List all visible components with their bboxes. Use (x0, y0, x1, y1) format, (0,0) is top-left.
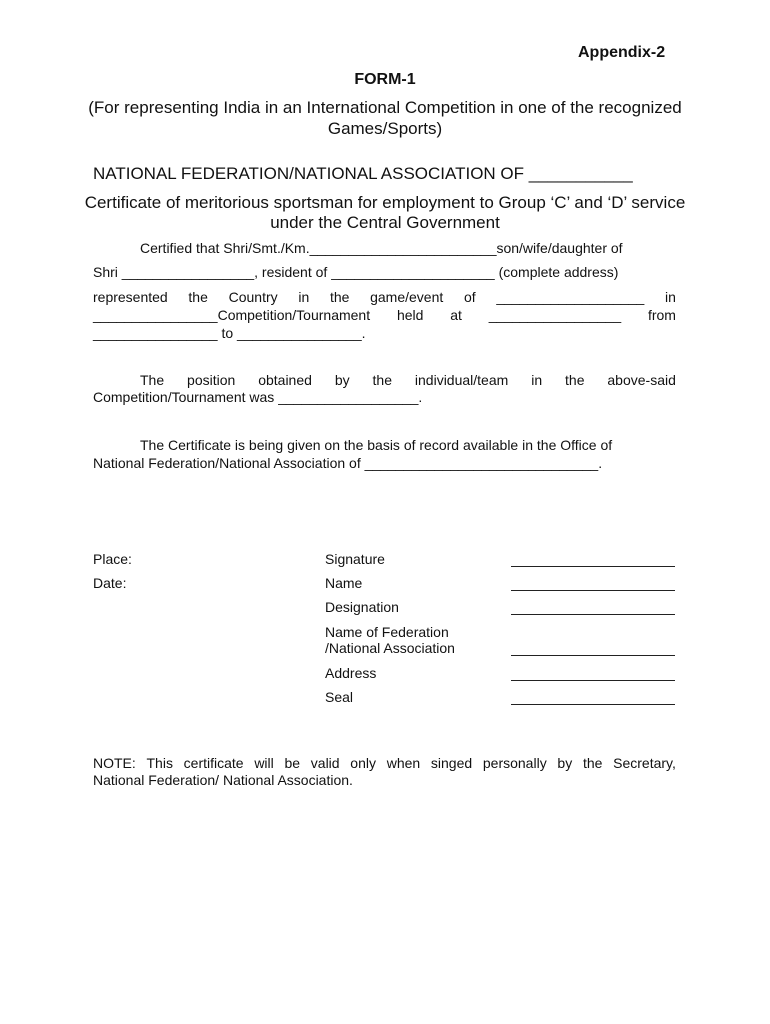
note-word: by (557, 755, 573, 771)
note-word: NOTE: (93, 755, 136, 771)
note-word: valid (310, 755, 340, 771)
seal-label: Seal (325, 689, 354, 705)
para1-line3-word: in (298, 289, 310, 305)
para1-line4-word: held (396, 307, 424, 323)
note-word: This (146, 755, 173, 771)
para1-line3-word: in (665, 289, 676, 305)
para1-line3-word: game/event (370, 289, 444, 305)
para2-line1-word: above-said (607, 372, 676, 388)
note-word: personally (482, 755, 547, 771)
seal-line (511, 704, 675, 705)
para1-line3-word: represented (93, 289, 168, 305)
para2-line1-word: by (334, 372, 350, 388)
note-line2: National Federation/ National Association. (93, 772, 353, 788)
address-line (511, 680, 675, 681)
para2-line1-word: individual/team (414, 372, 509, 388)
note-word: certificate (183, 755, 244, 771)
para1-line1: Certified that Shri/Smt./Km.________________________son/wife/daughter of (140, 240, 623, 256)
name-line (511, 590, 675, 591)
appendix-label: Appendix-2 (578, 44, 666, 61)
name-label: Name (325, 575, 363, 591)
designation-line (511, 614, 675, 615)
para2-line1-word: the (565, 372, 585, 388)
para2-line1-word: in (531, 372, 543, 388)
para2-line1-word: The (140, 372, 165, 388)
form-title: FORM-1 (354, 71, 416, 88)
federation-line: NATIONAL FEDERATION/NATIONAL ASSOCIATION OF ___________ (93, 164, 633, 183)
para1-line4-word: from (647, 307, 676, 323)
para2-line1-word: obtained (258, 372, 312, 388)
para1-line3-word: the (188, 289, 208, 305)
para1-line4-blank: _________________ (488, 307, 622, 323)
note-word: when (386, 755, 421, 771)
address-label: Address (325, 665, 377, 681)
federation-name-label-2: /National Association (325, 640, 455, 656)
place-label: Place: (93, 551, 132, 567)
para2-line1-word: the (372, 372, 392, 388)
para1-line2: Shri _________________, resident of _____________________ (complete address) (93, 264, 619, 280)
signature-line (511, 566, 675, 567)
para1-line3 (93, 289, 676, 305)
note-word: only (350, 755, 376, 771)
note-word: the (582, 755, 603, 771)
para1-line3-word: of (463, 289, 476, 305)
para1-line3-word: the (329, 289, 350, 305)
designation-label: Designation (325, 599, 399, 615)
para1-line5: ________________ to ________________. (93, 325, 366, 341)
para3-line1: The Certificate is being given on the basis of record available in the Office of (140, 437, 613, 453)
para1-line3-word: Country (228, 289, 278, 305)
note-word: be (284, 755, 301, 771)
federation-name-line (511, 655, 675, 656)
certificate-heading: Certificate of meritorious sportsman for employment to Group ‘C’ and ‘D’ service under the Central Government (84, 193, 686, 232)
form-subtitle: (For representing India in an International Competition in one of the recognized Games/Sports) (88, 98, 682, 138)
para1-line4 (93, 307, 676, 323)
note-word: singed (430, 755, 473, 771)
para1-line3-blank: ___________________ (496, 289, 645, 305)
federation-name-label: Name of Federation (325, 624, 449, 640)
para2-line2: Competition/Tournament was __________________. (93, 389, 423, 405)
note-word: Secretary, (613, 755, 676, 771)
para2-line1 (140, 372, 676, 388)
para1-line4-word: ________________Competition/Tournament (93, 307, 371, 323)
date-label: Date: (93, 575, 127, 591)
signature-label: Signature (325, 551, 385, 567)
note-word: will (254, 755, 274, 771)
note-line1 (93, 755, 676, 771)
para3-line2: National Federation/National Association of ______________________________. (93, 455, 603, 471)
para1-line4-word: at (450, 307, 462, 323)
para2-line1-word: position (187, 372, 236, 388)
